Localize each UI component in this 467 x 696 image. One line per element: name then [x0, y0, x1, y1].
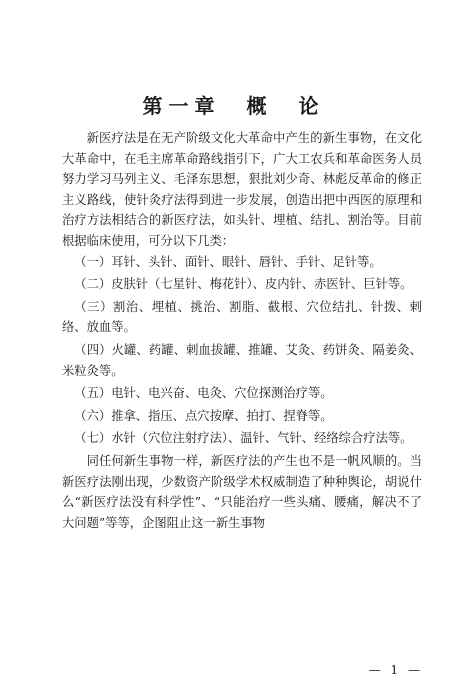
intro-paragraph: 新医疗法是在无产阶级文化大革命中产生的新生事物，在文化大革命中，在毛主席革命路线指引下，广大工农兵和革命医务人员努力学习马列主义、毛泽东思想，狠批刘少奇、林彪反革命的修正主义路线，使针灸疗法得到进一步发展，创造出把中西医的原理和治疗方法相结合的新医疗法，如头针、埋植、结扎、割治等。目前根据临床使用，可分以下几类：: [62, 131, 422, 248]
body-text: [62, 128, 422, 533]
category-item-4: （四）火罐、药罐、剌血拔罐、推罐、艾灸、药饼灸、隔姜灸、米粒灸等。: [62, 342, 422, 378]
category-item-7: （七）水针（穴位注射疗法）、温针、气针、经络综合疗法等。: [74, 431, 413, 446]
category-item-3: （三）割治、埋植、挑治、割脂、截根、穴位结扎、针拨、剌络、放血等。: [62, 299, 422, 335]
page-number: — 1 —: [368, 663, 423, 677]
chapter-name: 概 论: [246, 94, 325, 118]
chapter-number: 第一章: [142, 94, 221, 118]
category-item-2: （二）皮肤针（七星针、梅花针）、皮内针、赤医针、巨针等。: [74, 277, 413, 292]
chapter-title: [0, 94, 467, 118]
closing-paragraph: 同任何新生事物一样，新医疗法的产生也不是一帆风顺的。当新医疗法刚出现，少数资产阶级学术权威制造了种种舆论，胡说什么“新医疗法没有科学性”、“只能治疗一些头痛、腰痛，解决不了大问题”等等，企图阻止这一新生事物: [62, 453, 422, 530]
category-item-5: （五）电针、电兴奋、电灸、穴位探测治疗等。: [74, 386, 333, 401]
category-item-1: （一）耳针、头针、面针、眼针、唇针、手针、足针等。: [74, 254, 382, 269]
category-item-6: （六）推拿、指压、点穴按摩、拍打、捏脊等。: [74, 408, 333, 423]
